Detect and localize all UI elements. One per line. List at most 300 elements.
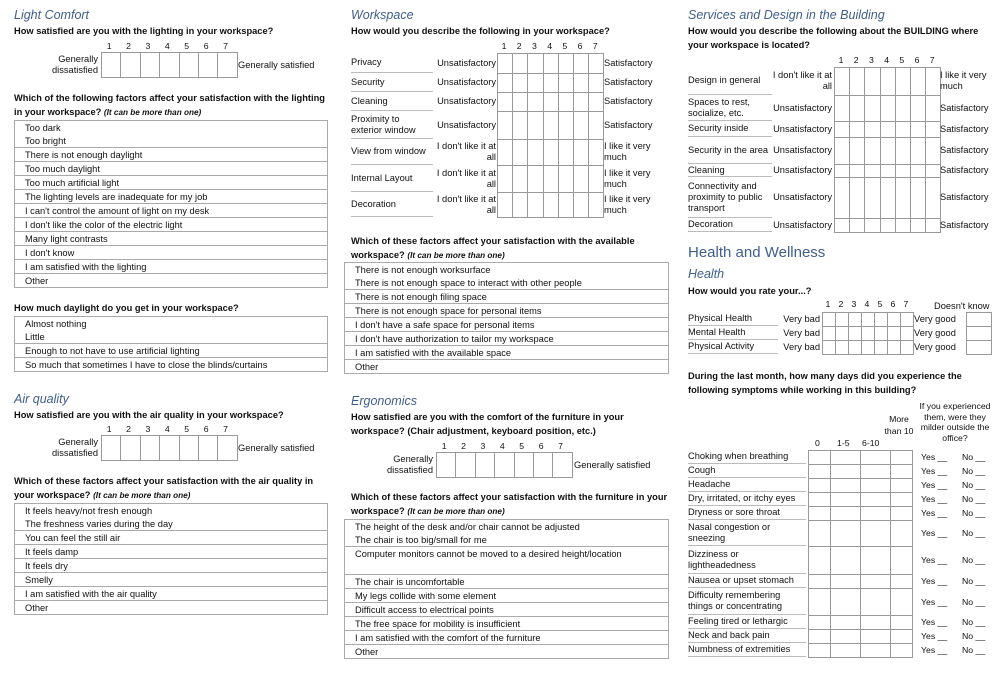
workspace-rating-cell[interactable]: [588, 192, 604, 218]
workspace-high-label: Satisfactory: [604, 119, 653, 130]
symptom-days-cell[interactable]: [830, 506, 861, 521]
building-rating-cell[interactable]: [864, 164, 880, 178]
building-rating-cell[interactable]: [925, 164, 941, 178]
health-wellness-title: Health and Wellness: [688, 244, 826, 261]
workspace-rating-cell[interactable]: [588, 165, 604, 193]
workspace-high-label: Satisfactory: [604, 96, 653, 106]
ergo-factor-option[interactable]: The chair is too big/small for me: [344, 533, 669, 547]
symptom-days-cell[interactable]: [830, 643, 861, 658]
symptom-days-cell[interactable]: [808, 615, 831, 630]
workspace-factor-option[interactable]: There is not enough space to interact with other people: [344, 276, 669, 290]
workspace-rating-cell[interactable]: [512, 92, 528, 112]
symptom-yes-option[interactable]: Yes __: [921, 508, 948, 518]
health-rating-cell[interactable]: [900, 326, 914, 341]
building-rating-cell[interactable]: [925, 121, 941, 138]
building-rating-cell[interactable]: [849, 137, 865, 165]
workspace-rating-cell[interactable]: [512, 192, 528, 218]
symptom-days-cell[interactable]: [808, 629, 831, 644]
symptom-days-cell[interactable]: [890, 450, 913, 465]
workspace-rating-cell[interactable]: [558, 53, 574, 74]
building-rating-cell[interactable]: [880, 67, 896, 96]
workspace-high-label: I like it very much: [604, 193, 651, 215]
light-rating-cell[interactable]: [198, 52, 218, 78]
health-rating-cell[interactable]: [900, 340, 914, 355]
symptom-days-cell[interactable]: [890, 546, 913, 575]
building-rating-cell[interactable]: [834, 137, 850, 165]
workspace-rating-cell[interactable]: [573, 192, 589, 218]
workspace-factor-option[interactable]: I don't have a safe space for personal items: [344, 318, 669, 332]
building-rating-cell[interactable]: [895, 137, 911, 165]
light-scale-number: 7: [223, 41, 228, 51]
air-rating-cell[interactable]: [217, 435, 237, 461]
symptom-days-cell[interactable]: [890, 588, 913, 616]
workspace-rating-cell[interactable]: [543, 165, 559, 193]
building-rating-cell[interactable]: [910, 95, 926, 122]
workspace-rating-cell[interactable]: [512, 139, 528, 166]
air-factor-option[interactable]: You can feel the still air: [14, 531, 328, 545]
building-rating-cell[interactable]: [849, 177, 865, 219]
health-rating-cell[interactable]: [822, 326, 836, 341]
symptom-days-cell[interactable]: [808, 643, 831, 658]
workspace-factor-option[interactable]: There is not enough worksurface: [344, 262, 669, 277]
symptom-yes-option[interactable]: Yes __: [921, 576, 948, 586]
health-scale-number: 5: [877, 299, 883, 309]
workspace-rating-cell[interactable]: [588, 53, 604, 74]
workspace-rating-cell[interactable]: [497, 53, 513, 74]
air-factor-option[interactable]: The freshness varies during the day: [14, 517, 328, 531]
symptom-no-option[interactable]: No __: [962, 452, 986, 462]
symptom-days-cell[interactable]: [890, 574, 913, 589]
symptom-days-cell[interactable]: [808, 574, 831, 589]
workspace-rating-cell[interactable]: [512, 111, 528, 140]
health-rating-cell[interactable]: [861, 312, 875, 327]
light-factor-option[interactable]: I am satisfied with the lighting: [14, 260, 328, 274]
ergo-factor-option[interactable]: Computer monitors cannot be moved to a desired height/location: [344, 547, 669, 575]
workspace-rating-cell[interactable]: [497, 139, 513, 166]
workspace-low-label: I don't like it at all: [436, 141, 496, 162]
building-rating-cell[interactable]: [925, 95, 941, 122]
ergo-rating-cell[interactable]: [455, 452, 475, 478]
symptom-no-option[interactable]: No __: [962, 576, 986, 586]
light-factor-option[interactable]: Too bright: [14, 134, 328, 148]
symptom-days-cell[interactable]: [808, 464, 831, 479]
workspace-rating-cell[interactable]: [543, 111, 559, 140]
health-item-label: Physical Health: [688, 312, 778, 326]
symptoms-question: During the last month, how many days did you experience the following symptoms while working in this building?: [688, 371, 962, 395]
workspace-rating-cell[interactable]: [543, 53, 559, 74]
light-factor-option[interactable]: There is not enough daylight: [14, 148, 328, 162]
ergo-scale-number: 2: [461, 441, 466, 451]
building-rating-cell[interactable]: [880, 121, 896, 138]
workspace-rating-cell[interactable]: [497, 165, 513, 193]
ergo-rating-cell[interactable]: [494, 452, 514, 478]
building-rating-cell[interactable]: [849, 164, 865, 178]
building-question: How would you describe the following about the BUILDING where your workspace is located?: [688, 26, 979, 50]
building-rating-cell[interactable]: [910, 137, 926, 165]
light-factor-option[interactable]: The lighting levels are inadequate for my job: [14, 190, 328, 204]
symptom-no-option[interactable]: No __: [962, 555, 986, 565]
symptom-no-option[interactable]: No __: [962, 528, 986, 538]
health-dontknow-cell[interactable]: [966, 340, 992, 355]
light-rating-cell[interactable]: [101, 52, 121, 78]
air-rating-cell[interactable]: [120, 435, 140, 461]
symptom-no-option[interactable]: No __: [962, 480, 986, 490]
workspace-factor-option[interactable]: I don't have authorization to tailor my workspace: [344, 332, 669, 346]
workspace-rating-cell[interactable]: [558, 139, 574, 166]
health-rating-cell[interactable]: [835, 326, 849, 341]
health-low-label: Very bad: [783, 327, 820, 338]
symptom-days-cell[interactable]: [860, 643, 891, 658]
symptom-days-cell[interactable]: [890, 464, 913, 479]
symptom-no-option[interactable]: No __: [962, 631, 986, 641]
building-rating-cell[interactable]: [849, 218, 865, 233]
building-rating-cell[interactable]: [864, 121, 880, 138]
symptom-days-cell[interactable]: [808, 478, 831, 493]
workspace-rating-cell[interactable]: [573, 111, 589, 140]
light-rating-cell[interactable]: [140, 52, 160, 78]
workspace-rating-cell[interactable]: [512, 165, 528, 193]
air-rating-cell[interactable]: [140, 435, 160, 461]
workspace-rating-cell[interactable]: [588, 92, 604, 112]
workspace-rating-cell[interactable]: [527, 111, 543, 140]
symptom-days-cell[interactable]: [860, 588, 891, 616]
building-rating-cell[interactable]: [895, 121, 911, 138]
health-rating-cell[interactable]: [848, 312, 862, 327]
building-rating-cell[interactable]: [864, 67, 880, 96]
symptom-days-cell[interactable]: [830, 450, 861, 465]
building-rating-cell[interactable]: [834, 121, 850, 138]
light-rating-cell[interactable]: [217, 52, 237, 78]
workspace-rating-cell[interactable]: [527, 165, 543, 193]
health-dontknow-cell[interactable]: [966, 326, 992, 341]
symptom-yes-option[interactable]: Yes __: [921, 555, 948, 565]
symptom-no-option[interactable]: No __: [962, 466, 986, 476]
building-low-label: Unsatisfactory: [773, 123, 832, 134]
symptom-days-cell[interactable]: [860, 546, 891, 575]
workspace-factor-option[interactable]: There is not enough filing space: [344, 290, 669, 304]
building-rating-cell[interactable]: [895, 95, 911, 122]
health-question: How would you rate your...?: [688, 286, 812, 296]
milder-outside-label: If you experienced them, were they milder outside the office?: [919, 401, 991, 443]
light-high-label: Generally satisfied: [238, 60, 315, 70]
health-rating-cell[interactable]: [861, 326, 875, 341]
air-factor-option[interactable]: Smelly: [14, 573, 328, 587]
air-factor-option[interactable]: It feels heavy/not fresh enough: [14, 503, 328, 518]
daylight-option[interactable]: So much that sometimes I have to close the blinds/curtains: [14, 358, 328, 372]
building-rating-cell[interactable]: [910, 164, 926, 178]
building-rating-cell[interactable]: [834, 95, 850, 122]
ergo-factor-option[interactable]: I am satisfied with the comfort of the furniture: [344, 631, 669, 645]
workspace-rating-cell[interactable]: [573, 73, 589, 93]
symptom-no-option[interactable]: No __: [962, 645, 986, 655]
symptom-yes-option[interactable]: Yes __: [921, 452, 948, 462]
light-factor-option[interactable]: I can't control the amount of light on my desk: [14, 204, 328, 218]
building-rating-cell[interactable]: [864, 177, 880, 219]
building-high-label: Satisfactory: [940, 219, 989, 230]
building-rating-cell[interactable]: [864, 137, 880, 165]
symptom-days-cell[interactable]: [860, 629, 891, 644]
building-item-label: Design in general: [688, 67, 772, 95]
air-scale-number: 4: [164, 424, 170, 434]
workspace-rating-cell[interactable]: [573, 139, 589, 166]
symptom-yes-option[interactable]: Yes __: [921, 617, 948, 627]
light-factor-option[interactable]: Other: [14, 274, 328, 288]
light-rating-cell[interactable]: [159, 52, 179, 78]
light-factor-option[interactable]: Many light contrasts: [14, 232, 328, 246]
symptom-days-cell[interactable]: [890, 478, 913, 493]
workspace-rating-cell[interactable]: [573, 53, 589, 74]
daylight-option[interactable]: Almost nothing: [14, 316, 328, 331]
symptom-days-cell[interactable]: [830, 615, 861, 630]
symptom-days-cell[interactable]: [890, 506, 913, 521]
building-rating-cell[interactable]: [895, 164, 911, 178]
light-satisfaction-question: How satisfied are you with the lighting in your workspace?: [14, 26, 274, 36]
ergo-factor-option[interactable]: Difficult access to electrical points: [344, 603, 669, 617]
workspace-title: Workspace: [351, 8, 414, 22]
building-rating-cell[interactable]: [849, 95, 865, 122]
building-rating-cell[interactable]: [895, 67, 911, 96]
workspace-item-label: Privacy: [351, 53, 433, 73]
symptom-days-cell[interactable]: [890, 615, 913, 630]
symptom-days-cell[interactable]: [808, 588, 831, 616]
workspace-rating-cell[interactable]: [588, 111, 604, 140]
ergo-factor-option[interactable]: The height of the desk and/or chair cannot be adjusted: [344, 519, 669, 534]
daylight-option[interactable]: Little: [14, 330, 328, 344]
ergo-rating-cell[interactable]: [475, 452, 495, 478]
workspace-rating-cell[interactable]: [573, 165, 589, 193]
workspace-item-label: View from window: [351, 139, 433, 165]
building-rating-cell[interactable]: [849, 67, 865, 96]
symptom-days-cell[interactable]: [830, 464, 861, 479]
light-factor-option[interactable]: Too much artificial light: [14, 176, 328, 190]
workspace-rating-cell[interactable]: [558, 165, 574, 193]
ergo-rating-cell[interactable]: [533, 452, 553, 478]
symptom-days-cell[interactable]: [860, 506, 891, 521]
symptom-label: Numbness of extremities: [688, 643, 806, 657]
health-rating-cell[interactable]: [835, 340, 849, 355]
health-rating-cell[interactable]: [874, 312, 888, 327]
ergonomics-title: Ergonomics: [351, 394, 417, 408]
symptom-days-cell[interactable]: [808, 546, 831, 575]
workspace-rating-cell[interactable]: [497, 92, 513, 112]
light-factor-option[interactable]: Too much daylight: [14, 162, 328, 176]
building-rating-cell[interactable]: [880, 218, 896, 233]
ergo-rating-cell[interactable]: [552, 452, 572, 478]
symptom-days-cell[interactable]: [808, 520, 831, 547]
ergo-rating-cell[interactable]: [436, 452, 456, 478]
air-factor-option[interactable]: It feels damp: [14, 545, 328, 559]
health-rating-cell[interactable]: [848, 326, 862, 341]
building-rating-cell[interactable]: [849, 121, 865, 138]
ergo-factor-option[interactable]: The chair is uncomfortable: [344, 575, 669, 589]
workspace-factor-option[interactable]: I am satisfied with the available space: [344, 346, 669, 360]
health-rating-cell[interactable]: [822, 312, 836, 327]
air-rating-cell[interactable]: [159, 435, 179, 461]
symptom-no-option[interactable]: No __: [962, 494, 986, 504]
health-rating-cell[interactable]: [848, 340, 862, 355]
workspace-rating-cell[interactable]: [573, 92, 589, 112]
symptom-days-cell[interactable]: [890, 492, 913, 507]
workspace-rating-cell[interactable]: [512, 53, 528, 74]
symptom-yes-option[interactable]: Yes __: [921, 466, 948, 476]
air-factor-option[interactable]: It feels dry: [14, 559, 328, 573]
air-rating-cell[interactable]: [179, 435, 199, 461]
building-low-label: Unsatisfactory: [773, 102, 832, 113]
symptom-days-cell[interactable]: [860, 478, 891, 493]
symptom-days-cell[interactable]: [830, 520, 861, 547]
health-rating-cell[interactable]: [835, 312, 849, 327]
building-rating-cell[interactable]: [834, 177, 850, 219]
building-rating-cell[interactable]: [834, 67, 850, 96]
workspace-rating-cell[interactable]: [512, 73, 528, 93]
workspace-rating-cell[interactable]: [497, 73, 513, 93]
symptom-yes-option[interactable]: Yes __: [921, 528, 948, 538]
air-factor-option[interactable]: Other: [14, 601, 328, 615]
symptom-days-cell[interactable]: [860, 615, 891, 630]
symptom-days-cell[interactable]: [890, 629, 913, 644]
building-rating-cell[interactable]: [910, 121, 926, 138]
symptom-days-cell[interactable]: [830, 546, 861, 575]
workspace-factor-option[interactable]: Other: [344, 360, 669, 374]
building-scale-number: 7: [929, 55, 935, 65]
symptom-yes-option[interactable]: Yes __: [921, 480, 948, 490]
symptom-no-option[interactable]: No __: [962, 508, 986, 518]
light-factor-option[interactable]: I don't know: [14, 246, 328, 260]
workspace-high-label: I like it very much: [604, 167, 651, 189]
symptom-no-option[interactable]: No __: [962, 596, 986, 607]
light-scale-number: 4: [164, 41, 170, 51]
symptom-days-cell[interactable]: [830, 629, 861, 644]
workspace-rating-cell[interactable]: [543, 192, 559, 218]
workspace-rating-cell[interactable]: [527, 73, 543, 93]
health-rating-cell[interactable]: [887, 326, 901, 341]
symptom-days-cell[interactable]: [860, 574, 891, 589]
building-rating-cell[interactable]: [895, 218, 911, 233]
workspace-rating-cell[interactable]: [558, 111, 574, 140]
ergo-rating-cell[interactable]: [514, 452, 534, 478]
building-rating-cell[interactable]: [880, 95, 896, 122]
workspace-rating-cell[interactable]: [527, 192, 543, 218]
workspace-rating-cell[interactable]: [588, 139, 604, 166]
light-factor-option[interactable]: Too dark: [14, 120, 328, 135]
symptom-label: Dry, irritated, or itchy eyes: [688, 492, 806, 506]
symptom-yes-option[interactable]: Yes __: [921, 494, 948, 504]
workspace-rating-cell[interactable]: [527, 92, 543, 112]
symptom-yes-option[interactable]: Yes __: [921, 645, 948, 655]
health-rating-cell[interactable]: [887, 312, 901, 327]
symptom-days-cell[interactable]: [808, 492, 831, 507]
daylight-option[interactable]: Enough to not have to use artificial lighting: [14, 344, 328, 358]
light-comfort-title: Light Comfort: [14, 8, 90, 22]
light-rating-cell[interactable]: [179, 52, 199, 78]
health-rating-cell[interactable]: [822, 340, 836, 355]
building-rating-cell[interactable]: [925, 218, 941, 233]
symptom-days-cell[interactable]: [830, 478, 861, 493]
symptom-days-cell[interactable]: [808, 506, 831, 521]
symptom-days-cell[interactable]: [860, 450, 891, 465]
building-rating-cell[interactable]: [834, 218, 850, 233]
symptom-days-cell[interactable]: [830, 574, 861, 589]
building-high-label: Satisfactory: [940, 123, 989, 134]
symptom-days-cell[interactable]: [830, 492, 861, 507]
building-rating-cell[interactable]: [880, 137, 896, 165]
symptom-label: Feeling tired or lethargic: [688, 615, 806, 629]
workspace-factor-option[interactable]: There is not enough space for personal items: [344, 304, 669, 318]
doesnt-know-label: Doesn't know: [934, 301, 990, 311]
building-rating-cell[interactable]: [910, 218, 926, 233]
building-title: Services and Design in the Building: [688, 8, 885, 22]
symptom-days-cell[interactable]: [830, 588, 861, 616]
workspace-rating-cell[interactable]: [497, 111, 513, 140]
health-scale-number: 2: [838, 299, 844, 309]
workspace-rating-cell[interactable]: [543, 73, 559, 93]
light-factor-option[interactable]: I don't like the color of the electric light: [14, 218, 328, 232]
ergo-scale-number: 1: [441, 441, 447, 451]
symptom-days-cell[interactable]: [860, 464, 891, 479]
health-rating-cell[interactable]: [874, 340, 888, 355]
building-rating-cell[interactable]: [925, 67, 941, 96]
building-rating-cell[interactable]: [880, 164, 896, 178]
air-scale-number: 5: [184, 424, 190, 434]
health-rating-cell[interactable]: [874, 326, 888, 341]
symptom-days-cell[interactable]: [890, 520, 913, 547]
workspace-rating-cell[interactable]: [558, 192, 574, 218]
ergo-scale-number: 5: [519, 441, 525, 451]
symptom-yes-option[interactable]: Yes __: [921, 596, 948, 607]
health-rating-cell[interactable]: [887, 340, 901, 355]
health-high-label: Very good: [914, 341, 956, 352]
ergo-factor-option[interactable]: My legs collide with some element: [344, 589, 669, 603]
building-rating-cell[interactable]: [880, 177, 896, 219]
health-dontknow-cell[interactable]: [966, 312, 992, 327]
health-rating-cell[interactable]: [861, 340, 875, 355]
workspace-rating-cell[interactable]: [588, 73, 604, 93]
symptom-days-cell[interactable]: [808, 450, 831, 465]
air-rating-cell[interactable]: [101, 435, 121, 461]
light-rating-cell[interactable]: [120, 52, 140, 78]
building-rating-cell[interactable]: [864, 95, 880, 122]
ergo-factor-option[interactable]: The free space for mobility is insufficient: [344, 617, 669, 631]
symptom-no-option[interactable]: No __: [962, 617, 986, 627]
workspace-rating-cell[interactable]: [558, 73, 574, 93]
ergo-factor-option[interactable]: Other: [344, 645, 669, 659]
workspace-rating-cell[interactable]: [543, 139, 559, 166]
building-rating-cell[interactable]: [834, 164, 850, 178]
health-subtitle: Health: [688, 267, 725, 281]
symptom-days-cell[interactable]: [890, 643, 913, 658]
building-rating-cell[interactable]: [910, 67, 926, 96]
building-rating-cell[interactable]: [864, 218, 880, 233]
symptom-days-cell[interactable]: [860, 492, 891, 507]
air-rating-cell[interactable]: [198, 435, 218, 461]
building-rating-cell[interactable]: [925, 137, 941, 165]
air-factor-option[interactable]: I am satisfied with the air quality: [14, 587, 328, 601]
building-rating-cell[interactable]: [910, 177, 926, 219]
health-rating-cell[interactable]: [900, 312, 914, 327]
workspace-rating-cell[interactable]: [497, 192, 513, 218]
symptom-yes-option[interactable]: Yes __: [921, 631, 948, 641]
workspace-rating-cell[interactable]: [558, 92, 574, 112]
building-rating-cell[interactable]: [895, 177, 911, 219]
building-scale-number: 3: [869, 55, 874, 65]
workspace-low-label: Unsatisfactory: [437, 96, 496, 106]
ergo-low-label: Generally dissatisfied: [387, 454, 433, 475]
workspace-rating-cell[interactable]: [527, 139, 543, 166]
workspace-rating-cell[interactable]: [527, 53, 543, 74]
workspace-rating-cell[interactable]: [543, 92, 559, 112]
building-rating-cell[interactable]: [925, 177, 941, 219]
symptom-days-cell[interactable]: [860, 520, 891, 547]
